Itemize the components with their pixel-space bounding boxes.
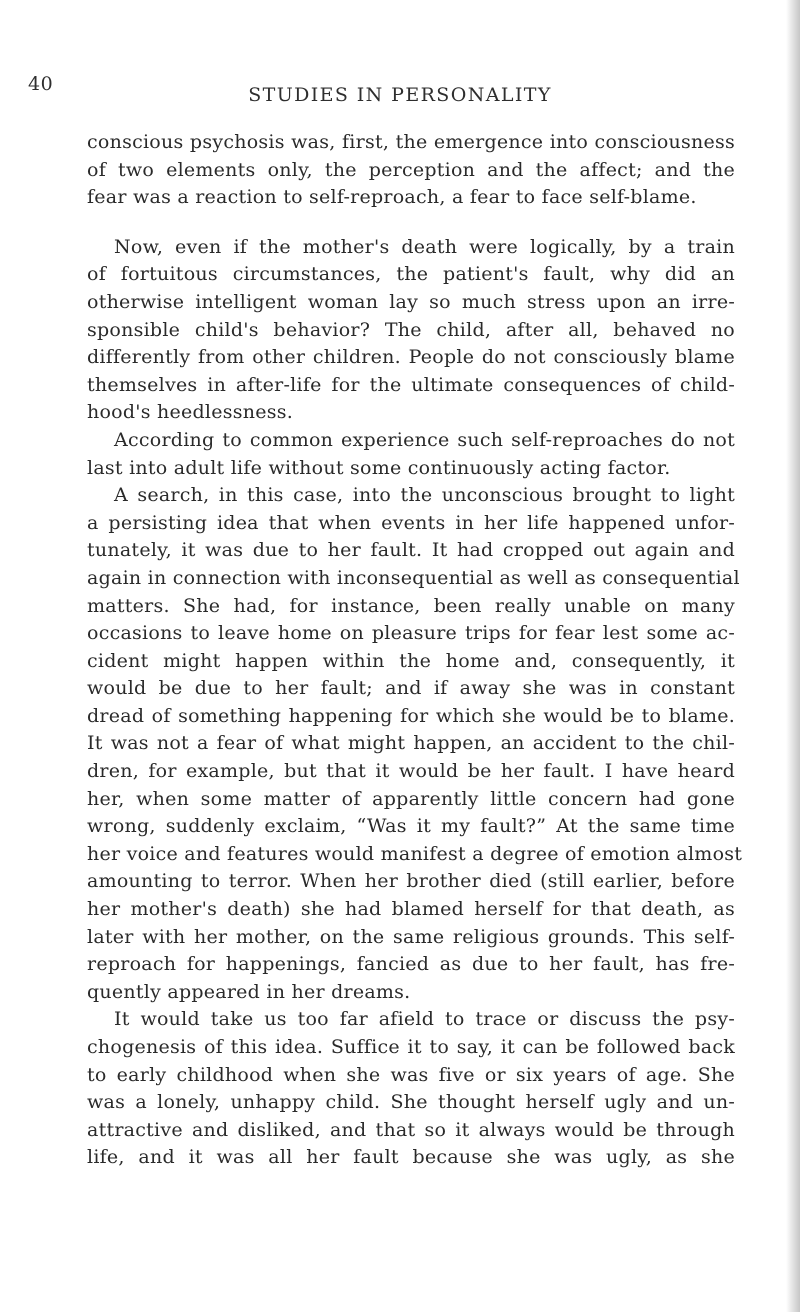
text-line: otherwise intelligent woman lay so much stress upon an irre- (87, 290, 735, 313)
text-line: attractive and disliked, and that so it always would be through (87, 1118, 735, 1141)
text-line: cident might happen within the home and, consequently, it (87, 649, 735, 672)
text-line: tunately, it was due to her fault. It had cropped out again and (87, 539, 735, 562)
text-line: A search, in this case, into the unconscious brought to light (114, 484, 735, 507)
text-line: her, when some matter of apparently little concern had gone (87, 787, 735, 810)
page-edge-shadow (786, 0, 800, 1312)
paragraph (87, 427, 735, 482)
body-text (87, 129, 743, 1172)
text-line: conscious psychosis was, first, the emergence into consciousness (87, 131, 735, 153)
text-line: her mother's death) she had blamed herself for that death, as (87, 898, 735, 921)
text-line: According to common experience such self-reproaches do not (114, 428, 735, 451)
text-line: themselves in after-life for the ultimate consequences of child- (87, 373, 735, 396)
text-line: her voice and features would manifest a degree of emotion almost (87, 842, 743, 865)
text-line: later with her mother, on the same religious grounds. This self- (87, 925, 735, 948)
paragraph (87, 129, 735, 212)
text-line: of fortuitous circumstances, the patient's fault, why did an (87, 263, 735, 286)
text-line: matters. She had, for instance, been really unable on many (87, 594, 735, 617)
text-line: again in connection with inconsequential as well as consequential (87, 566, 740, 589)
text-line: It would take us too far afield to trace or discuss the psy- (114, 1008, 735, 1031)
text-line: would be due to her fault; and if away she was in constant (87, 677, 735, 700)
text-line: to early childhood when she was five or six years of age. She (87, 1063, 735, 1086)
paragraph (87, 1006, 735, 1172)
text-line: dren, for example, but that it would be her fault. I have heard (87, 760, 735, 783)
text-line: life, and it was all her fault because she was ugly, as she (87, 1146, 735, 1169)
text-line: wrong, suddenly exclaim, “Was it my fault?” At the same time (87, 815, 735, 838)
text-line: amounting to terror. When her brother died (still earlier, before (87, 870, 735, 893)
text-line: was a lonely, unhappy child. She thought herself ugly and un- (87, 1091, 735, 1114)
text-line: occasions to leave home on pleasure trips for fear lest some ac- (87, 622, 735, 645)
text-line: a persisting idea that when events in her life happened unfor- (87, 511, 735, 534)
page-number: 40 (28, 73, 54, 95)
paragraph (87, 482, 743, 1006)
text-line: sponsible child's behavior? The child, after all, behaved no (87, 318, 735, 341)
text-line: reproach for happenings, fancied as due to her fault, has fre- (87, 953, 735, 976)
text-line: differently from other children. People do not consciously blame (87, 346, 735, 369)
text-line: dread of something happening for which she would be to blame. (87, 704, 735, 727)
text-line: hood's heedlessness. (87, 401, 294, 424)
paragraph (87, 234, 735, 427)
text-line: last into adult life without some continuously acting factor. (87, 456, 671, 479)
text-line: chogenesis of this idea. Suffice it to say, it can be followed back (87, 1036, 735, 1058)
text-line: fear was a reaction to self-reproach, a fear to face self-blame. (87, 186, 697, 209)
running-head: STUDIES IN PERSONALITY (248, 84, 552, 106)
paragraph-gap (87, 212, 735, 234)
text-line: It was not a fear of what might happen, an accident to the chil- (87, 732, 735, 755)
text-line: Now, even if the mother's death were logically, by a train (114, 235, 735, 258)
text-line: quently appeared in her dreams. (87, 980, 411, 1003)
text-line: of two elements only, the perception and the affect; and the (87, 158, 735, 181)
